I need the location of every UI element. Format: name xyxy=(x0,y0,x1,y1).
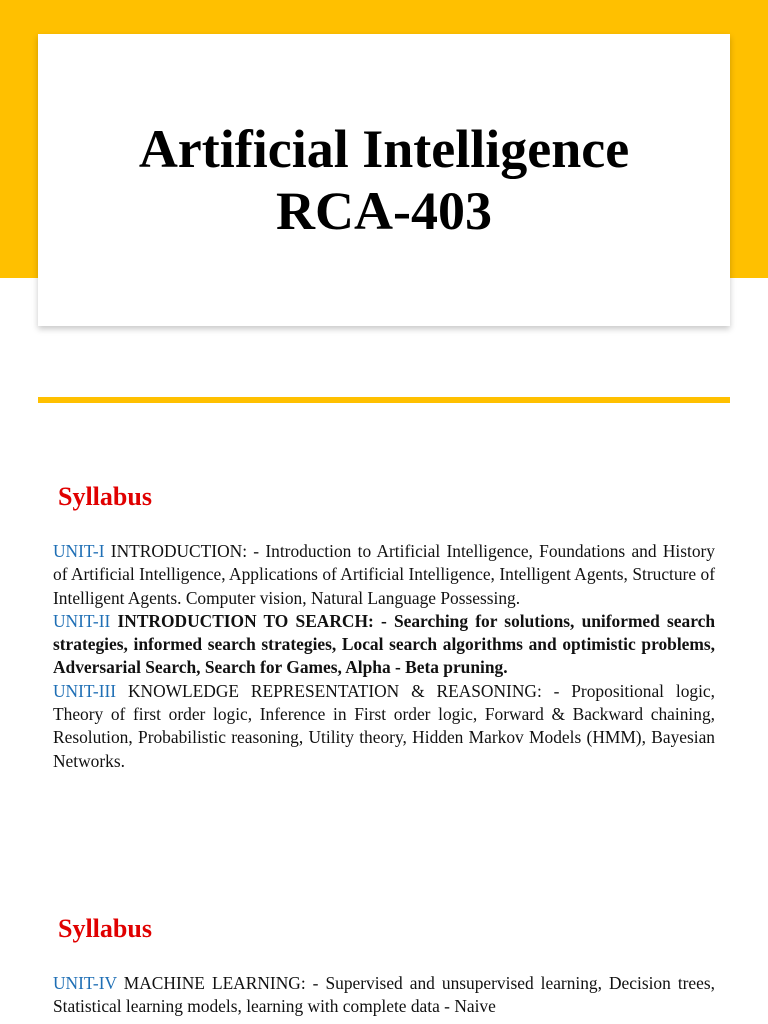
syllabus-heading-1: Syllabus xyxy=(58,482,152,511)
course-code: RCA-403 xyxy=(276,181,492,241)
unit-3-text: KNOWLEDGE REPRESENTATION & REASONING: - Propositional logic, Theory of first order logic, Inference in First order logic, Forward & Backward chaining, Resolution, Probabilistic reasoning, Utility theory, Hidden Markov Models (HMM), Bayesian Networks. xyxy=(53,680,715,771)
slide-title: Artificial Intelligence xyxy=(138,119,630,179)
unit-1-label: UNIT-I xyxy=(53,541,105,561)
unit-4-text: MACHINE LEARNING: - Supervised and unsupervised learning, Decision trees, Statistical learning models, learning with complete data - Naive xyxy=(53,973,715,1017)
unit-3-label: UNIT-III xyxy=(53,680,117,701)
unit-2-text: INTRODUCTION TO SEARCH: - Searching for solutions, uniformed search strategies, informed search strategies, Local search algorithms and optimistic problems, Adversarial Search, Search for Games, Alpha - Beta pruning. xyxy=(53,610,715,678)
unit-3-paragraph xyxy=(53,680,715,773)
syllabus-body-2 xyxy=(53,972,715,1019)
unit-4-paragraph xyxy=(53,972,715,1019)
syllabus-body-1 xyxy=(53,540,715,773)
unit-2-paragraph xyxy=(53,610,715,680)
unit-2-label: UNIT-II xyxy=(53,610,111,631)
title-slide-card xyxy=(38,34,730,326)
slide-divider xyxy=(38,397,730,403)
unit-1-paragraph xyxy=(53,540,715,610)
syllabus-heading-2: Syllabus xyxy=(58,914,152,943)
unit-4-label: UNIT-IV xyxy=(53,973,117,993)
unit-1-text: INTRODUCTION: - Introduction to Artificial Intelligence, Foundations and History of Artificial Intelligence, Applications of Artificial Intelligence, Intelligent Agents, Structure of Intelligent Agents. Computer vision, Natural Language Possessing. xyxy=(53,541,715,608)
